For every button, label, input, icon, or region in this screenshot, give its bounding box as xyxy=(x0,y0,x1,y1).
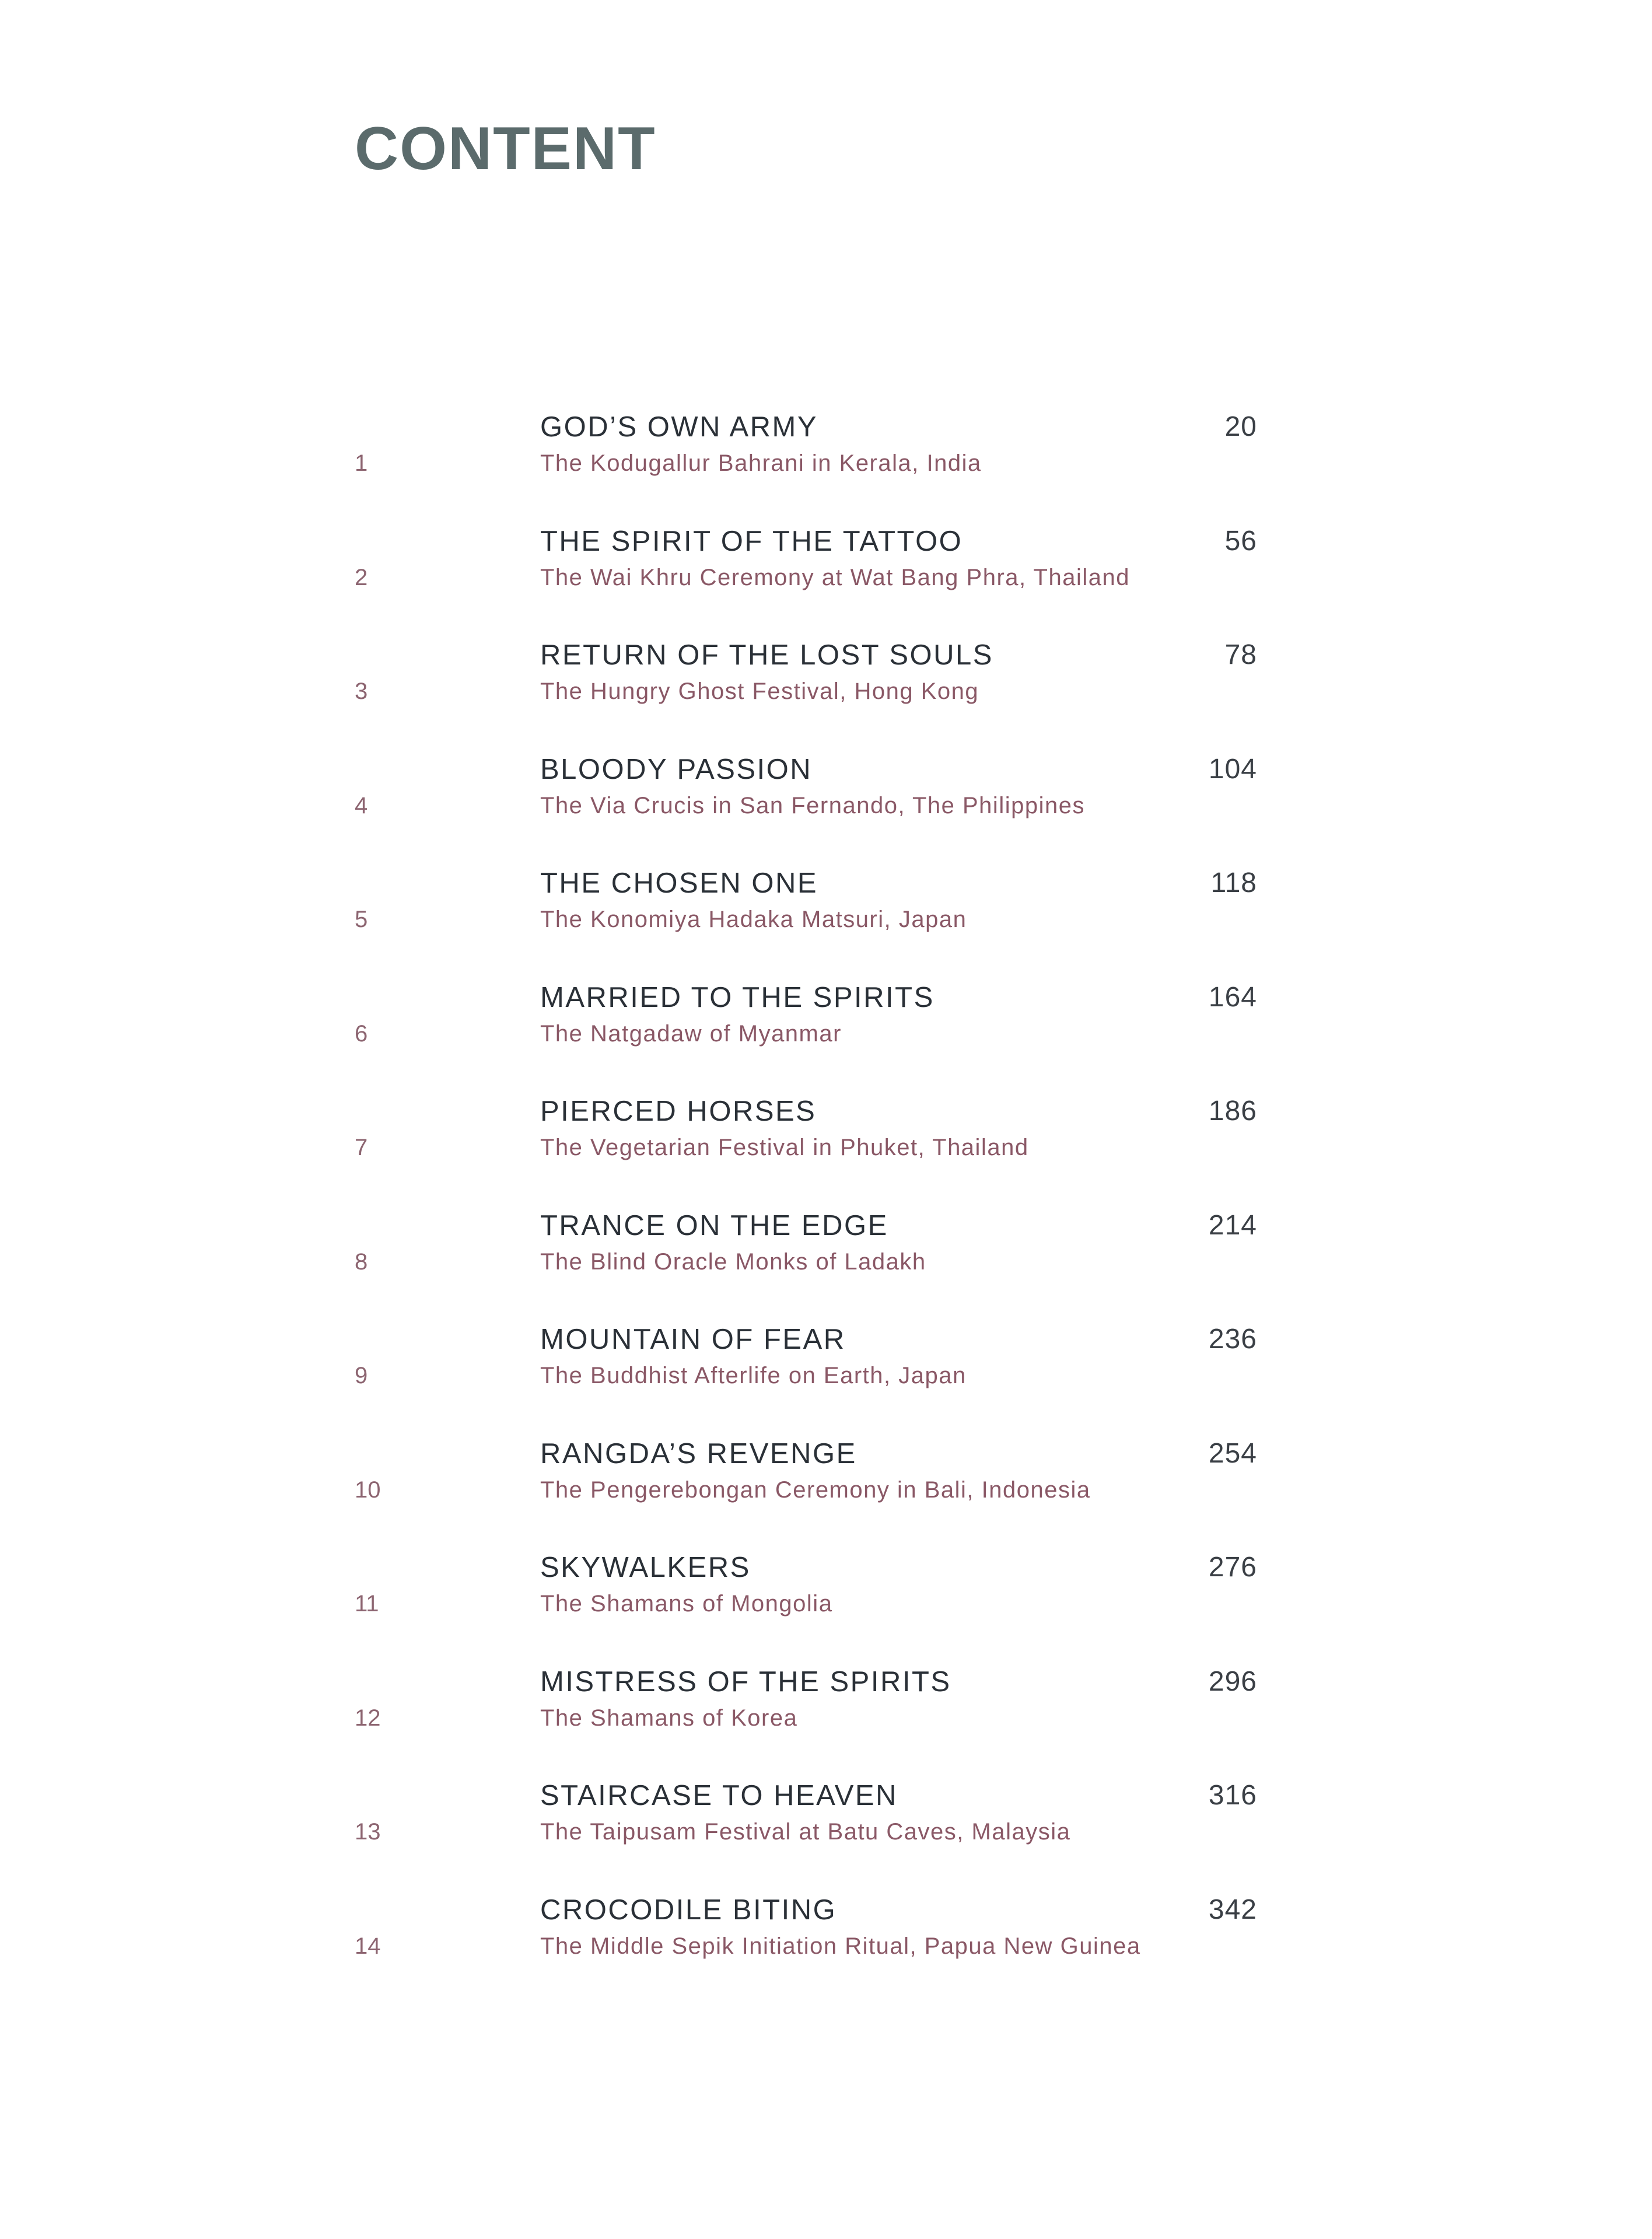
chapter-number: 9 xyxy=(355,1363,368,1388)
chapter-title: TRANCE ON THE EDGE xyxy=(540,1209,888,1241)
page-number: 342 xyxy=(1208,1894,1257,1925)
page-number: 118 xyxy=(1210,867,1257,898)
chapter-title: THE CHOSEN ONE xyxy=(540,867,818,899)
chapter-title: GOD’S OWN ARMY xyxy=(540,411,818,443)
chapter-subtitle: The Taipusam Festival at Batu Caves, Malaysia xyxy=(540,1819,1071,1845)
chapter-number: 2 xyxy=(355,564,368,590)
chapter-subtitle: The Konomiya Hadaka Matsuri, Japan xyxy=(540,907,967,932)
chapter-number: 13 xyxy=(355,1819,381,1845)
page-number: 20 xyxy=(1224,411,1257,442)
chapter-subtitle: The Natgadaw of Myanmar xyxy=(540,1020,842,1047)
chapter-number: 14 xyxy=(355,1933,381,1959)
chapter-number: 3 xyxy=(355,678,368,704)
chapter-title: BLOODY PASSION xyxy=(540,753,813,785)
chapter-title: RANGDA’S REVENGE xyxy=(540,1437,857,1470)
chapter-title: MARRIED TO THE SPIRITS xyxy=(540,981,935,1013)
toc-entry[interactable] xyxy=(0,1894,1652,2004)
toc-entry[interactable] xyxy=(0,1551,1652,1662)
page-number: 164 xyxy=(1208,981,1257,1013)
chapter-title: RETURN OF THE LOST SOULS xyxy=(540,639,993,671)
toc-entry[interactable] xyxy=(0,1323,1652,1434)
toc-entry[interactable] xyxy=(0,1779,1652,1890)
chapter-number: 6 xyxy=(355,1020,368,1047)
chapter-title: MOUNTAIN OF FEAR xyxy=(540,1324,846,1355)
toc-entry[interactable] xyxy=(0,525,1652,636)
chapter-title: MISTRESS OF THE SPIRITS xyxy=(540,1666,951,1698)
chapter-subtitle: The Pengerebongan Ceremony in Bali, Indonesia xyxy=(540,1477,1091,1503)
chapter-number: 10 xyxy=(355,1477,381,1503)
chapter-number: 12 xyxy=(355,1705,381,1731)
chapter-subtitle: The Shamans of Mongolia xyxy=(540,1591,833,1617)
toc-entry[interactable] xyxy=(0,411,1652,522)
chapter-title: CROCODILE BITING xyxy=(540,1894,837,1926)
chapter-number: 11 xyxy=(355,1591,379,1617)
toc-entry[interactable] xyxy=(0,1437,1652,1548)
page-title: CONTENT xyxy=(355,115,656,183)
page-number: 296 xyxy=(1208,1666,1257,1697)
chapter-title: THE SPIRIT OF THE TATTOO xyxy=(540,525,963,557)
page-number: 56 xyxy=(1224,525,1257,557)
chapter-subtitle: The Wai Khru Ceremony at Wat Bang Phra, Thailand xyxy=(540,564,1130,590)
toc-entry[interactable] xyxy=(0,639,1652,750)
chapter-subtitle: The Hungry Ghost Festival, Hong Kong xyxy=(540,678,979,704)
toc-entry[interactable] xyxy=(0,867,1652,978)
page-number: 214 xyxy=(1208,1209,1257,1241)
page-number: 254 xyxy=(1208,1437,1257,1469)
chapter-number: 7 xyxy=(355,1135,368,1160)
page-number: 186 xyxy=(1208,1096,1257,1127)
chapter-subtitle: The Blind Oracle Monks of Ladakh xyxy=(540,1248,926,1275)
chapter-title: PIERCED HORSES xyxy=(540,1096,817,1127)
toc-entry[interactable] xyxy=(0,1095,1652,1206)
page-number: 316 xyxy=(1208,1780,1257,1811)
toc-entry[interactable] xyxy=(0,981,1652,1092)
chapter-number: 4 xyxy=(355,792,368,818)
chapter-subtitle: The Vegetarian Festival in Phuket, Thailand xyxy=(540,1135,1029,1160)
toc-entry[interactable] xyxy=(0,1666,1652,1776)
toc-entry[interactable] xyxy=(0,753,1652,864)
toc-entry[interactable] xyxy=(0,1209,1652,1320)
chapter-subtitle: The Kodugallur Bahrani in Kerala, India xyxy=(540,450,982,476)
chapter-number: 5 xyxy=(355,907,368,932)
chapter-subtitle: The Middle Sepik Initiation Ritual, Papua New Guinea xyxy=(540,1933,1141,1959)
chapter-title: STAIRCASE TO HEAVEN xyxy=(540,1780,898,1811)
page-number: 236 xyxy=(1208,1324,1257,1355)
chapter-subtitle: The Via Crucis in San Fernando, The Philippines xyxy=(540,792,1085,818)
page-number: 78 xyxy=(1224,639,1257,670)
chapter-number: 8 xyxy=(355,1248,368,1275)
chapter-subtitle: The Shamans of Korea xyxy=(540,1705,798,1731)
chapter-number: 1 xyxy=(355,450,368,476)
page-number: 104 xyxy=(1208,753,1257,785)
page-number: 276 xyxy=(1208,1552,1257,1583)
chapter-subtitle: The Buddhist Afterlife on Earth, Japan xyxy=(540,1363,967,1388)
chapter-title: SKYWALKERS xyxy=(540,1552,751,1583)
